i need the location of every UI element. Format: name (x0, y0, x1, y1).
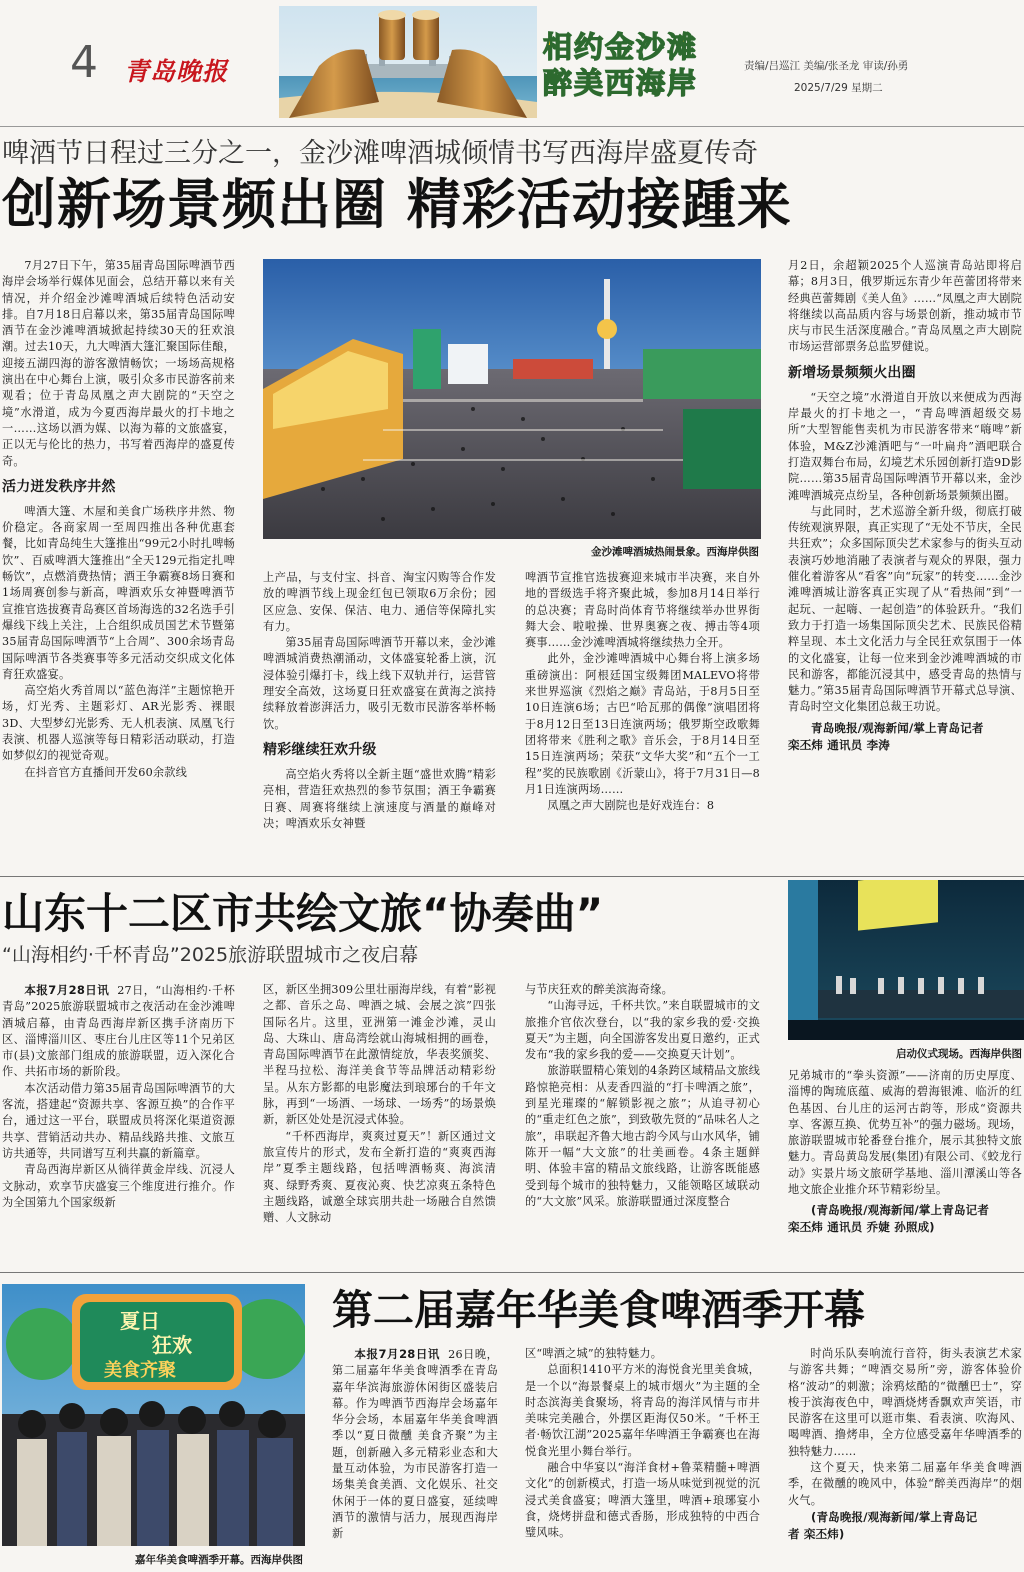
article2-paragraph: 与节庆狂欢的醉美滨海奇缘。 (525, 983, 674, 996)
article2-column-1 (2, 982, 235, 1259)
article2-paragraph: 27日，“山海相约·千杯青岛”2025旅游联盟城市之夜活动在金沙滩啤酒城启幕，由青岛西海岸新区携手济南历下区、淄博淄川区、枣庄台儿庄区等11个兄弟区市(县)文旅部门组成的旅游联盟，迈入深化合作、共拓市场的新阶段。 (2, 984, 235, 1079)
masthead-logo: 青岛晚报 (124, 57, 229, 86)
article3-paragraph: 这个夏天，快来第二届嘉年华美食啤酒季，在微醺的晚风中，体验“醉美西海岸”的烟火气。 (788, 1461, 1022, 1507)
article1-headline: 创新场景频出圈 精彩活动接踵来 (2, 173, 792, 236)
page-number: 4 (70, 37, 98, 88)
section-rule (0, 1272, 1024, 1273)
article1-column-1 (2, 258, 235, 864)
article2-paragraph: 兄弟城市的“拳头资源”——济南的历史厚度、淄博的陶琉底蕴、威海的碧海银滩、临沂的红色基因、台儿庄的运河古韵等，形成“资源共享、客源互换、优势互补”的强力磁场。现场，旅游联盟城市轮番登台推介，展示其独特文旅魅力。青岛黄岛发展(集团)有限公司、《蛟龙行动》实景片场文旅研学基地、淄川潭溪山等各地文旅企业推介环节精彩纷呈。 (788, 1069, 1022, 1197)
article2-byline: (青岛晚报/观海新闻/掌上青岛记者 (811, 1203, 990, 1218)
section-rule (0, 876, 1024, 877)
article1-column-4 (788, 258, 1022, 864)
article1-paragraph: 与此同时，艺术巡游全新升级，彻底打破传统观演界限，真正实现了“无处不节庆，全民共狂欢”；众多国际顶尖艺术家参与的街头互动表演巧妙地消融了表演者与观众的界限，强力催化着游客从“看客”向“玩家”的转变……金沙滩啤酒城让游客真正实现了从“看热闹”到“一起玩、一起嗨、一起创造”的体验跃升。“我们致力于打造一场集国际顶尖艺术、民族民俗精粹呈现、本土文化活力与全民狂欢氛围于一体的文化盛宴，让每一位来到金沙滩啤酒城的市民和游客，都能沉浸其中，感受青岛的热情与魅力。”第35届青岛国际啤酒节开幕式总导演、青岛时空文化集团总裁王功说。 (788, 504, 1022, 714)
article2-subhead: “山海相约·千杯青岛”2025旅游联盟城市之夜启幕 (2, 944, 419, 966)
article3-paragraph: 总面积1410平方米的海悦食光里美食城，是一个以“海景餐桌上的城市烟火”为主题的全时态滨海美食聚场，将青岛的海洋风情与市井美味完美融合，外摆区距海仅50米。“千杯王者·畅饮江湖”2025嘉年华啤酒王争霸赛也在海悦食光里小舞台举行。 (525, 1363, 760, 1458)
article1-byline: 青岛晚报/观海新闻/掌上青岛记者 (811, 720, 984, 735)
article2-paragraph: “千杯西海岸，爽爽过夏天”！新区通过文旅宣传片的形式，发布全新打造的“爽爽西海岸”夏季主题线路，包括啤酒畅爽、海滨清爽、绿野秀爽、夏夜沁爽、快艺凉爽五条特色主题线路，诚邀全球宾朋共赴一场融合自然馈赠、人文脉动 (263, 1129, 496, 1225)
page-header (0, 0, 1024, 124)
article1-column-2 (263, 570, 496, 864)
article1-paragraph: 月2日，余超颖2025个人巡演青岛站即将启幕；8月3日，俄罗斯远东青少年芭蕾团将带来经典芭蕾舞剧《美人鱼》……“凤凰之声大剧院将继续以高品质内容与场景创新，推动城市节庆与市民生活深度融合。”青岛凤凰之声大剧院市场运营部票务总监罗健说。 (788, 259, 1022, 354)
article3-column-1 (332, 1346, 498, 1568)
article2-dateline: 本报7月28日讯 (24, 983, 110, 997)
article3-headline: 第二届嘉年华美食啤酒季开幕 (332, 1286, 865, 1334)
article1-paragraph: 高空焰火秀首周以“蓝色海洋”主题惊艳开场，灯光秀、主题彩灯、AR光影秀、裸眼3D、大型梦幻光影秀、无人机表演、凤凰飞行表演、机器人巡演等每日精彩活动联动，打造如梦似幻的视觉奇观。 (2, 684, 235, 763)
slogan-line-1: 相约金沙滩 (543, 30, 699, 64)
photo-sign-text: 美食齐聚 (104, 1360, 176, 1381)
issue-date: 2025/7/29 星期二 (794, 82, 883, 94)
article1-column-3 (525, 570, 760, 864)
article2-column-2 (263, 982, 496, 1259)
article3-byline: 者 栾丕炜) (788, 1526, 845, 1541)
article2-paragraph: 旅游联盟精心策划的4条跨区域精品文旅线路惊艳亮相：从麦香四溢的“打卡啤酒之旅”，到星光璀璨的“解锁影视之旅”；从追寻初心的“重走红色之旅”，到致敬先贤的“品味名人之旅”，串联起齐鲁大地古韵今风与山水风华，铺陈开一幅“大文旅”的壮美画卷。4条主题鲜明、体验丰富的精品文旅线路，让游客既能感受到每个城市的独特魅力，又能领略区域联动的“大文旅”风采。旅游联盟通过深度整合 (525, 1064, 760, 1208)
photo-sign-text: 夏日 (120, 1309, 160, 1333)
article2-paragraph: 青岛西海岸新区从徜徉黄金岸线、沉浸人文脉动，欢享节庆盛宴三个维度进行推介。作为全国第九个国家级新 (2, 1163, 235, 1209)
article1-kicker: 啤酒节日程过三分之一，金沙滩啤酒城倾情书写西海岸盛夏传奇 (2, 138, 758, 169)
article1-paragraph: 此外，金沙滩啤酒城中心舞台将上演多场重磅演出：阿根廷国宝级舞团MALEVO将带来世界巡演《烈焰之巅》青岛站，于8月5日至10日连演6场；古巴“哈瓦那的偶像”演唱团将于8月12日至13日连演两场；俄罗斯空政歌舞团将带来《胜利之歌》音乐会，于8月14日至15日连演两场；荣获“文华大奖”和“五个一工程”奖的民族歌剧《沂蒙山》，将于7月31日—8月1日连演两场…… (525, 652, 760, 796)
editors-line: 责编/吕巡江 美编/张圣龙 审读/孙勇 (744, 60, 909, 72)
article1-paragraph: 在抖音官方直播间开发60余款线 (24, 765, 188, 779)
article2-paragraph: 区，新区坐拥309公里壮丽海岸线，有着“影视之都、音乐之岛、啤酒之城、会展之滨”四张国际名片。这里，亚洲第一滩金沙滩，灵山岛、大珠山、唐岛湾绘就山海城相拥的画卷，青岛国际啤酒节在此激情绽放，华表奖颁奖、半程马拉松、海洋美食节等品牌活动精彩纷呈。从东方影都的电影魔法到琅琊台的千年文脉，再到“一场酒、一场球、一场秀”的场景焕新，新区处处是沉浸式体验。 (263, 983, 496, 1127)
article3-column-3 (788, 1346, 1022, 1568)
article1-paragraph: 啤酒节宣推官选拔赛迎来城市半决赛，来自外地的晋级选手将齐聚此城，参加8月14日举行的总决赛；青岛时尚体育节将继续举办世界街舞大会、啦啦操、世界奥赛之夜、搏击等4项赛事……金沙滩啤酒城将继续热力全开。 (525, 571, 760, 650)
article3-paragraph: 时尚乐队奏响流行音符，街头表演艺术家与游客共舞；“啤酒交易所”旁，游客体验价格“波动”的刺激；涂鸦炫酷的“微醺巴士”，穿梭于滨海夜色中，啤酒烧烤香飘欢声笑语，市民游客在这里可以逛市集、看表演、吹海风、喝啤酒、撸烤串，全方位感受嘉年华啤酒季的独特魅力…… (788, 1347, 1022, 1458)
article3-dateline: 本报7月28日讯 (354, 1347, 440, 1361)
header-banner-image (279, 6, 537, 118)
article1-photo (263, 259, 761, 539)
header-rule (0, 126, 1024, 127)
article1-subhead: 精彩继续狂欢升级 (263, 741, 377, 758)
article1-paragraph: 啤酒大篷、木屋和美食广场秩序井然、物价稳定。各商家周一至周四推出各种优惠套餐，比如青岛纯生大篷推出“99元2小时扎啤畅饮”、百威啤酒大篷推出“全天129元指定扎啤畅饮”，点燃消费热情；酒王争霸赛8场日赛和1场周赛创参与新高，啤酒欢乐女神暨啤酒节宣推官选拔赛青岛赛区首场海选的32名选手引爆线下线上关注，上合组织成员国艺术节暨第35届青岛国际啤酒节“上合周”、300余场青岛国际啤酒节各类赛事等多元活动交织成文化体育狂欢盛宴。 (2, 504, 235, 681)
article2-paragraph: “山海寻远，千杯共饮。”来自联盟城市的文旅推介官依次登台，以“我的家乡我的爱·交换夏天”为主题，向全国游客发出夏日邀约，正式发布“我的家乡我的爱——交换夏天计划”。 (525, 999, 760, 1062)
article1-paragraph: 7月27日下午，第35届青岛国际啤酒节西海岸会场举行媒体见面会，总结开幕以来有关情况，并介绍金沙滩啤酒城后续特色活动安排。自7月18日启幕以来，第35届青岛国际啤酒节在金沙滩啤酒城掀起持续30天的狂欢浪潮。过去10天，九大啤酒大篷汇聚国际佳酿，迎接五湖四海的游客激情畅饮；一场场高规格演出在中心舞台上演，吸引众多市民游客前来观看；位于青岛凤凰之声大剧院的“天空之境”水滑道，成为今夏西海岸最火的打卡地之一……这场以酒为媒、以海为幕的文旅盛宴，正以无与伦比的热力，书写着西海岸的盛夏传奇。 (2, 259, 235, 468)
article3-paragraph: 26日晚，第二届嘉年华美食啤酒季在青岛嘉年华滨海旅游休闲街区盛装启幕。作为啤酒节西海岸会场嘉年华分会场，本届嘉年华美食啤酒季以“夏日微醺 美食齐聚”为主题，创新融入多元精彩业态和大量互动体验，为市民游客打造一场集美食美酒、文化娱乐、社交休闲于一体的夏日盛宴，延续啤酒节的激情与活力，展现西海岸新 (332, 1348, 498, 1541)
slogan-line-2: 醉美西海岸 (543, 66, 699, 100)
article1-paragraph: “天空之境”水滑道自开放以来便成为西海岸最火的打卡地之一，“青岛啤酒超级交易所”大型智能售卖机为市民游客带来“嗨啤”新体验，M&Z沙滩酒吧与“一叶扁舟”酒吧联合打造双舞台布局，幻境艺术乐园创新打造9D影院……第35届青岛国际啤酒节开幕以来，金沙滩啤酒城亮点纷呈，各种创新场景频频出圈。 (788, 390, 1022, 502)
article1-subhead: 新增场景频频火出圈 (788, 364, 916, 381)
article2-column-4 (788, 1068, 1022, 1264)
article1-byline: 栾丕炜 通讯员 李涛 (788, 737, 891, 752)
article3-photo-caption: 嘉年华美食啤酒季开幕。西海岸供图 (135, 1554, 303, 1566)
article2-headline: 山东十二区市共绘文旅“协奏曲” (2, 889, 604, 938)
article1-paragraph: 凤凰之声大剧院也是好戏连台：8 (547, 799, 715, 813)
article3-paragraph: 区“啤酒之城”的独特魅力。 (525, 1347, 663, 1360)
article2-photo-caption: 启动仪式现场。西海岸供图 (896, 1048, 1022, 1060)
article1-paragraph: 高空焰火秀将以全新主题“盛世欢腾”精彩亮相，营造狂欢热烈的参节氛围；酒王争霸赛日赛、周赛将继续上演速度与酒量的巅峰对决；啤酒欢乐女神暨 (263, 767, 496, 830)
photo-sign-text: 狂欢 (152, 1333, 192, 1357)
article2-paragraph: 本次活动借力第35届青岛国际啤酒节的大客流，搭建起“资源共享、客源互换”的合作平台，通过这一平台，联盟成员将深化渠道资源共享、营销活动共办、精品线路共推、文旅互访共通等，共同谱写互利共赢的新篇章。 (2, 1081, 235, 1160)
article3-byline: (青岛晚报/观海新闻/掌上青岛记 (811, 1509, 978, 1524)
article2-column-3 (525, 982, 760, 1259)
article1-paragraph: 上产品，与支付宝、抖音、淘宝闪购等合作发放的啤酒节线上现金红包已领取6万余份；园区应急、安保、保洁、电力、通信等保障扎实有力。 (263, 571, 496, 633)
article1-photo-caption: 金沙滩啤酒城热闹景象。西海岸供图 (591, 546, 759, 558)
article2-byline: 栾丕炜 通讯员 乔婕 孙照成) (788, 1220, 935, 1235)
article1-paragraph: 第35届青岛国际啤酒节开幕以来，金沙滩啤酒城消费热潮涌动，文体盛宴轮番上演，沉浸体验引爆打卡，线上线下双轨并行，运营管理安全高效，这场夏日狂欢盛宴在黄海之滨持续释放着澎湃活力，吸引无数市民游客举杯畅饮。 (263, 636, 496, 731)
article3-paragraph: 融合中华宴以“海洋食材+鲁菜精髓+啤酒文化”的创新模式，打造一场从味觉到视觉的沉浸式美食盛宴；啤酒大篷里，啤酒+琅琊宴小食，烧烤拼盘和德式香肠，形成独特的中西合璧风味。 (525, 1461, 760, 1540)
article3-photo (2, 1284, 305, 1546)
article1-subhead: 活力迸发秩序井然 (2, 478, 116, 495)
article2-photo (788, 880, 1024, 1040)
article3-column-2 (525, 1346, 760, 1568)
